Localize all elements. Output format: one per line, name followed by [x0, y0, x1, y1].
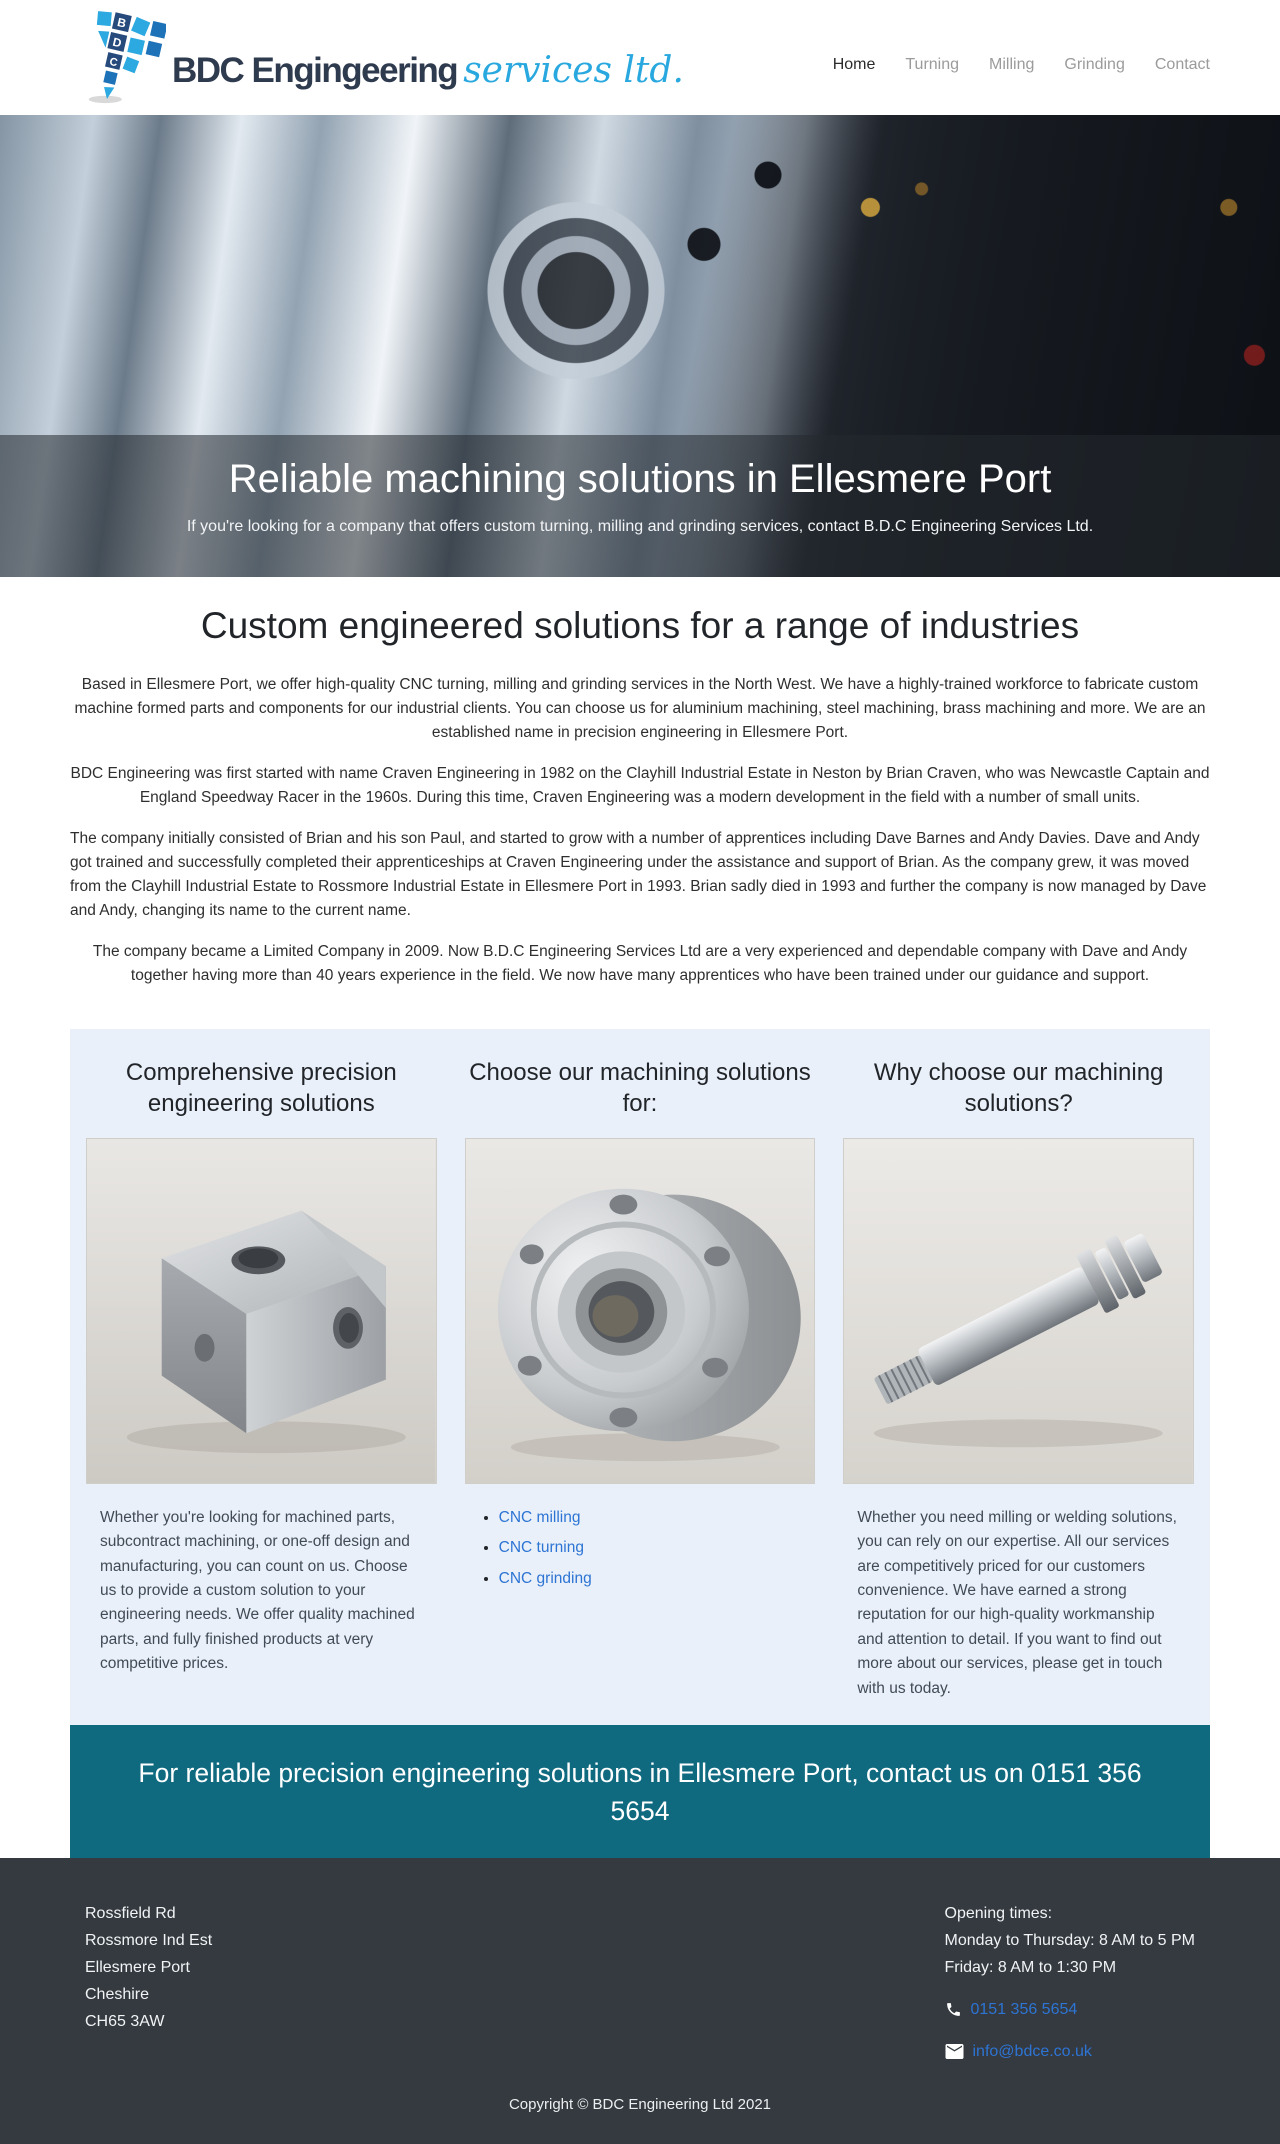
nav-item-contact[interactable]: Contact [1154, 55, 1210, 73]
footer-email-link[interactable]: info@bdce.co.uk [972, 2042, 1092, 2060]
history-paragraph-2: The company initially consisted of Brian and his son Paul, and started to grow with a number of apprentices including Dave Barnes and Andy Davies. Dave and Andy got trained and successfully completed their apprenticeships at Craven Engineering under the assistance and support of Brian. As the company grew, it was moved from the Clayhill Industrial Estate to Rossmore Industrial Estate in Ellesmere Port in 1993. Brian sadly died in 1993 and further the company is now managed by Dave and Andy, changing its name to the current name. [70, 830, 1207, 920]
svg-text:B: B [115, 14, 128, 31]
cnc-turning-link[interactable]: CNC turning [498, 1539, 584, 1557]
hero-overlay [0, 435, 1280, 577]
cnc-milling-link[interactable]: CNC milling [498, 1508, 581, 1526]
feature-body: Whether you're looking for machined parts, subcontract machining, or one-off design and manufacturing, you can count on us. Choose us to provide a custom solution to your engineering needs. We offer quality machined parts, and fully finished products at very competitive prices. [100, 1508, 415, 1673]
list-item [499, 1506, 816, 1531]
feature-heading: Comprehensive precision engineering solutions [125, 1059, 397, 1118]
hero-subtitle: If you're looking for a company that offers custom turning, milling and grinding services, contact B.D.C Engineering Services Ltd. [186, 518, 1094, 535]
company-logo[interactable] [70, 9, 684, 107]
svg-text:D: D [111, 34, 123, 50]
main-nav [833, 56, 1210, 74]
nav-item-turning[interactable]: Turning [905, 55, 960, 73]
logo-text [172, 50, 684, 91]
nav-item-home[interactable]: Home [832, 55, 876, 73]
intro-section [70, 577, 1210, 1015]
email-icon [945, 2044, 964, 2059]
address-line: Rossmore Ind Est [85, 1931, 213, 1949]
footer-address [85, 1902, 212, 2064]
site-footer [0, 1858, 1280, 2144]
footer-opening-times [945, 1902, 1196, 2064]
address-line: Cheshire [85, 1985, 150, 2003]
list-item [499, 1567, 816, 1592]
feature-heading: Why choose our machining solutions? [873, 1059, 1164, 1118]
bdc-logo-icon [74, 9, 166, 107]
logo-text-accent: services ltd. [463, 50, 684, 91]
logo-text-main: BDC Engingeering [172, 51, 458, 90]
opening-times-line: Friday: 8 AM to 1:30 PM [944, 1958, 1117, 1976]
opening-times-label: Opening times: [944, 1904, 1053, 1922]
machined-block-photo [86, 1138, 437, 1484]
feature-column-why-us [843, 1051, 1194, 1701]
nav-item-grinding[interactable]: Grinding [1064, 55, 1125, 73]
phone-icon [945, 2001, 962, 2018]
history-paragraph-1: BDC Engineering was first started with name Craven Engineering in 1982 on the Clayhill Industrial Estate in Neston by Brian Craven, who was Newcastle Captain and England Speedway Racer in the 1960s. During this time, Craven Engineering was a modern development in the field with a number of small units. [70, 765, 1210, 807]
feature-heading: Choose our machining solutions for: [469, 1059, 811, 1118]
shaft-photo [843, 1138, 1194, 1484]
hero-image [0, 115, 1280, 577]
features-section [70, 1029, 1210, 1725]
feature-column-precision [86, 1051, 437, 1701]
nav-item-milling[interactable]: Milling [989, 55, 1035, 73]
svg-text:C: C [108, 55, 119, 69]
feature-body: Whether you need milling or welding solutions, you can rely on our expertise. All our services are competitively priced for our customers convenience. We have earned a strong reputation for our high-quality workmanship and attention to detail. If you want to find out more about our services, please get in touch with us today. [857, 1508, 1177, 1697]
cnc-services-list [465, 1506, 816, 1592]
contact-banner [70, 1725, 1210, 1857]
site-header [0, 0, 1280, 115]
cnc-grinding-link[interactable]: CNC grinding [498, 1570, 592, 1588]
contact-banner-text: For reliable precision engineering solutions in Ellesmere Port, contact us on 0151 356 5654 [138, 1758, 1142, 1826]
address-line: Ellesmere Port [85, 1958, 190, 1976]
address-line: CH65 3AW [85, 2012, 165, 2030]
flange-photo [465, 1138, 816, 1484]
feature-column-services [465, 1051, 816, 1701]
list-item [499, 1536, 816, 1561]
address-line: Rossfield Rd [85, 1904, 176, 1922]
opening-times-line: Monday to Thursday: 8 AM to 5 PM [944, 1931, 1195, 1949]
hero-title: Reliable machining solutions in Ellesmere Port [228, 457, 1052, 501]
page-title: Custom engineered solutions for a range of industries [200, 605, 1080, 646]
footer-phone-link[interactable]: 0151 356 5654 [970, 2000, 1078, 2018]
copyright-text: Copyright © BDC Engineering Ltd 2021 [508, 2095, 772, 2113]
history-paragraph-3: The company became a Limited Company in 2009. Now B.D.C Engineering Services Ltd are a very experienced and dependable company with Dave and Andy together having more than 40 years experience in the field. We now have many apprentices who have been trained under our guidance and support. [92, 943, 1188, 985]
intro-paragraph: Based in Ellesmere Port, we offer high-quality CNC turning, milling and grinding services in the North West. We have a highly-trained workforce to fabricate custom machine formed parts and components for our industrial clients. You can choose us for aluminium machining, steel machining, brass machining and more. We are an established name in precision engineering in Ellesmere Port. [74, 676, 1206, 742]
